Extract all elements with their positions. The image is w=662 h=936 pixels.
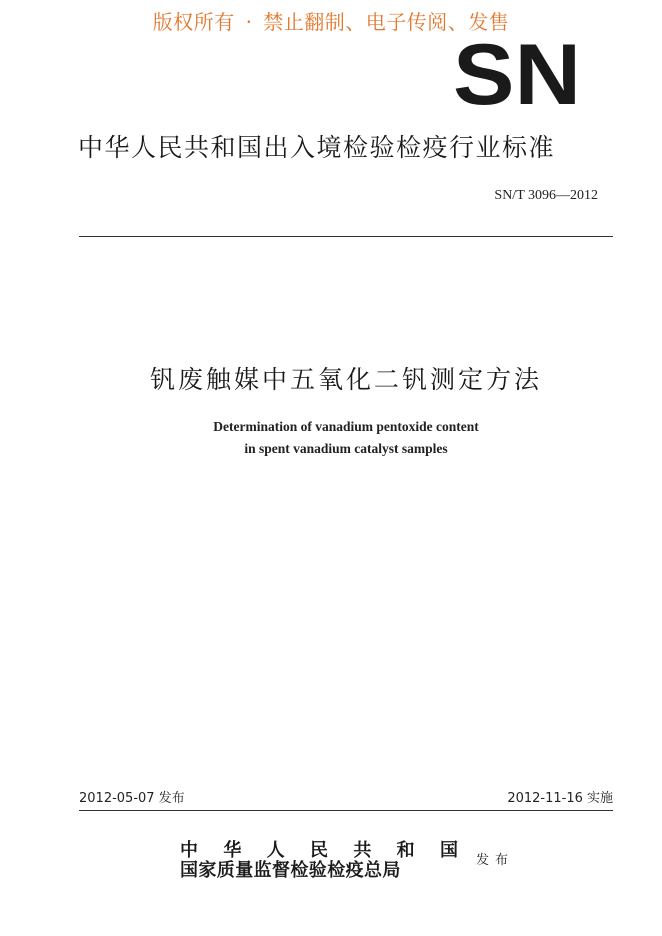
implementation-date: 2012-11-16 实施 — [507, 791, 613, 806]
copyright-separator: · — [245, 10, 253, 34]
standard-category-title: 中华人民共和国出入境检验检疫行业标准 — [78, 133, 556, 162]
issuer-country-char: 中 — [180, 840, 198, 861]
copyright-text-right: 禁止翻制、电子传阅、发售 — [263, 10, 510, 34]
issuer-country-char: 华 — [223, 840, 242, 861]
issuer-country-char: 和 — [396, 840, 415, 861]
issued-by-label: 发布 — [476, 853, 515, 868]
issuer-country-char: 共 — [353, 840, 372, 861]
issuer-agency: 国家质量监督检验检疫总局 — [180, 860, 401, 881]
copyright-text-left: 版权所有 — [152, 10, 235, 34]
sn-logo-text: SN — [453, 40, 581, 106]
document-title-zh: 钒废触媒中五氧化二钒测定方法 — [149, 365, 542, 394]
bottom-divider — [79, 810, 613, 811]
document-title-en-line2: in spent vanadium catalyst samples — [244, 441, 448, 456]
document-title-en-line1: Determination of vanadium pentoxide content — [213, 419, 479, 434]
issuer-country-char: 国 — [439, 840, 458, 861]
issuer-country-char: 人 — [266, 840, 285, 861]
issuer-country-char: 民 — [309, 840, 328, 861]
copyright-notice — [0, 6, 662, 35]
issue-date: 2012-05-07 发布 — [79, 791, 185, 806]
sn-logo — [452, 40, 582, 106]
standard-number: SN/T 3096—2012 — [494, 188, 598, 203]
top-divider — [79, 236, 613, 237]
